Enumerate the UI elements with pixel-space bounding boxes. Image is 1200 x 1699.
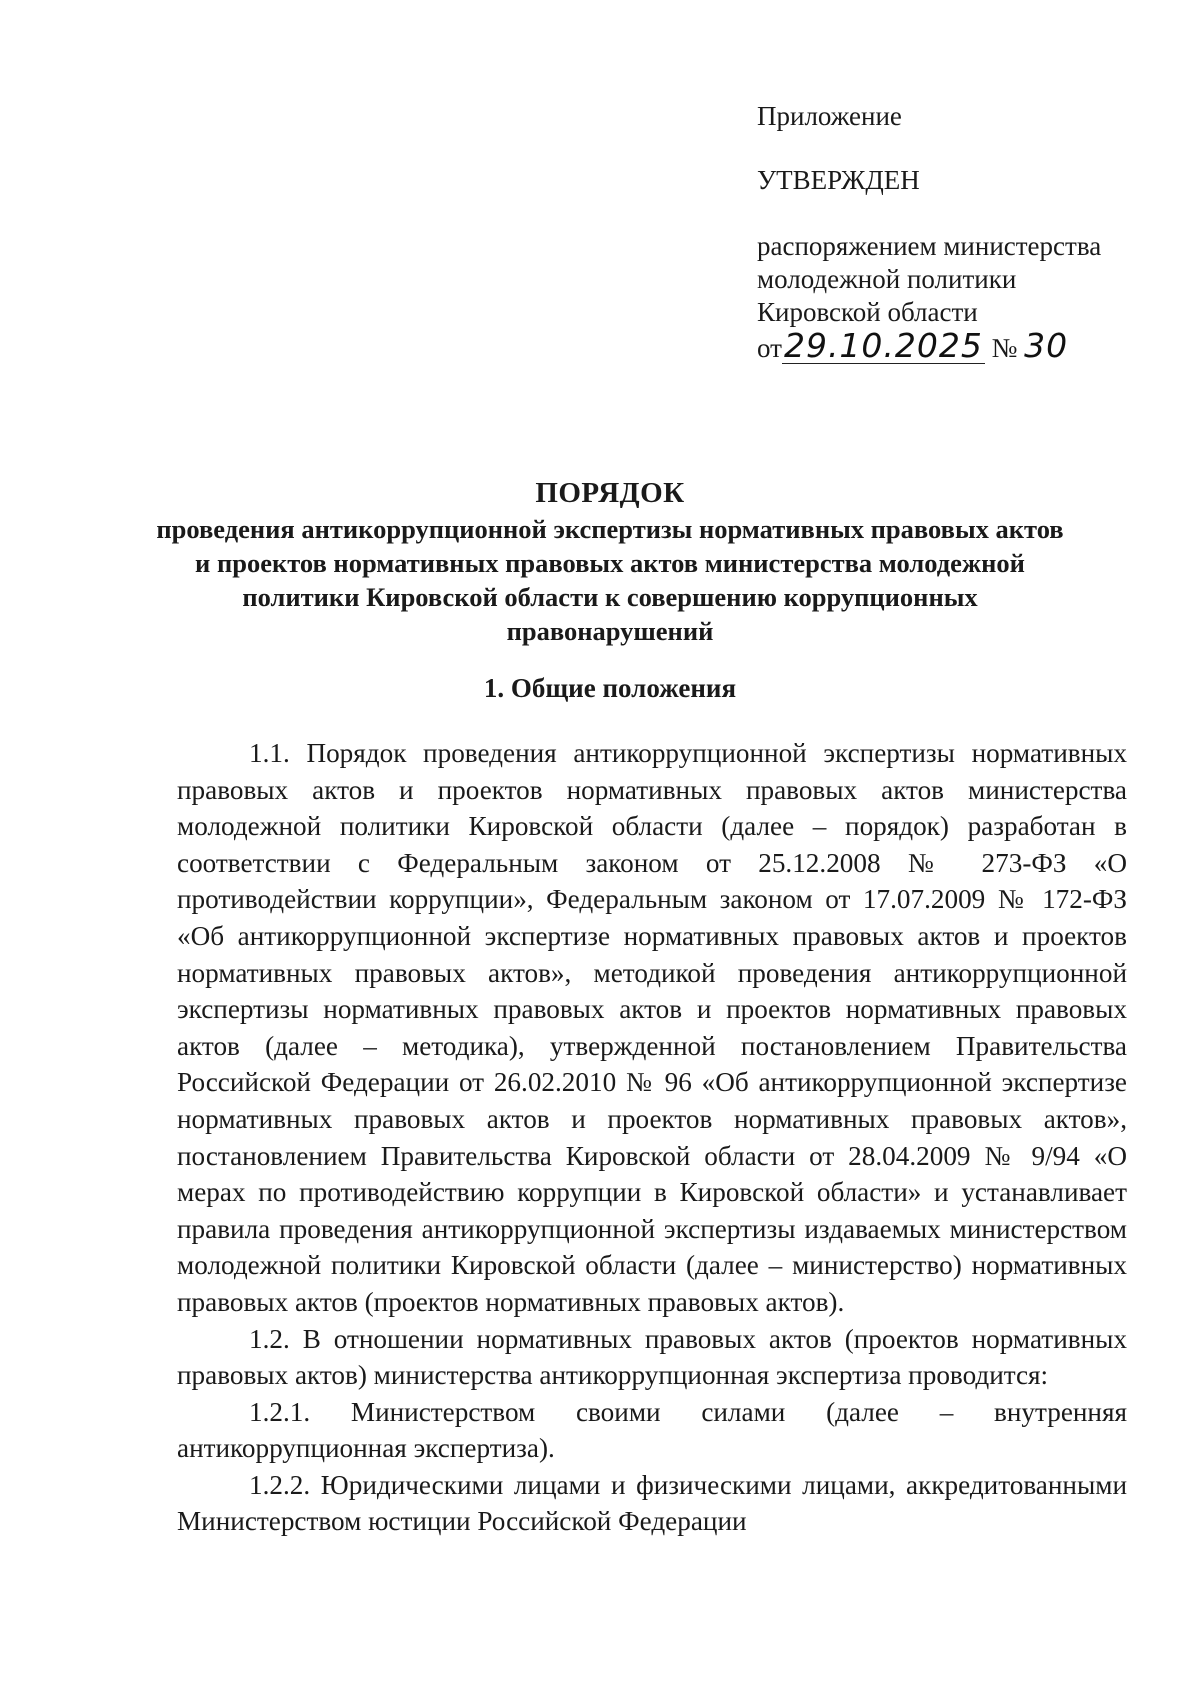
appendix-label: Приложение [757,101,902,131]
document-title: ПОРЯДОК [535,477,685,509]
approval-block [757,100,1157,365]
handwritten-date: 29.10.2025 [783,326,983,365]
approved-label: УТВЕРЖДЕН [757,165,920,195]
document-subtitle: проведения антикоррупционной экспертизы нормативных правовых актов и проектов нормативных правовых актов министерства молодежной политики Кировской области к совершению коррупционных правонарушений [156,514,1064,646]
authority-line: распоряжением министерства [757,231,1102,261]
authority-line: молодежной политики [757,264,1017,294]
section-heading: 1. Общие положения [483,673,737,703]
paragraph-1-1: 1.1. Порядок проведения антикоррупционной экспертизы нормативных правовых актов и проектов нормативных правовых актов министерства молодежной политики Кировской области (далее – порядок) разработан в соответствии с Федеральным законом от 25.12.2008 № 273-ФЗ «О противодействии коррупции», Федеральным законом от 17.07.2009 № 172-ФЗ «Об антикоррупционной экспертизе нормативных правовых актов и проектов нормативных правовых актов», методикой проведения антикоррупционной экспертизы нормативных правовых актов и проектов нормативных правовых актов (далее – методика), утвержденной постановлением Правительства Российской Федерации от 26.02.2010 № 96 «Об антикоррупционной экспертизе нормативных правовых актов и проектов нормативных правовых актов», постановлением Правительства Кировской области от 28.04.2009 № 9/94 «О мерах по противодействию коррупции в Кировской области» и устанавливает правила проведения антикоррупционной экспертизы издаваемых министерством молодежной политики Кировской области (далее – министерство) нормативных правовых актов (проектов нормативных правовых актов). [177,738,1127,1317]
approval-date-line [757,326,1157,365]
paragraph-1-2-2: 1.2.2. Юридическими лицами и физическими лицами, аккредитованными Министерством юстиции Российской Федерации [177,1469,1127,1537]
paragraph-1-2: 1.2. В отношении нормативных правовых актов (проектов нормативных правовых актов) министерства антикоррупционная экспертиза проводится: [177,1323,1127,1391]
date-prefix: от [757,333,782,363]
handwritten-number: 30 [1024,326,1069,365]
approval-authority [757,230,1157,365]
paragraph-1-2-1: 1.2.1. Министерством своими силами (далее – внутренняя антикоррупционная экспертиза). [177,1396,1127,1464]
document-title-block [150,474,1070,648]
document-body [177,735,1127,1540]
number-prefix: № [991,333,1018,363]
authority-line: Кировской области [757,297,978,327]
